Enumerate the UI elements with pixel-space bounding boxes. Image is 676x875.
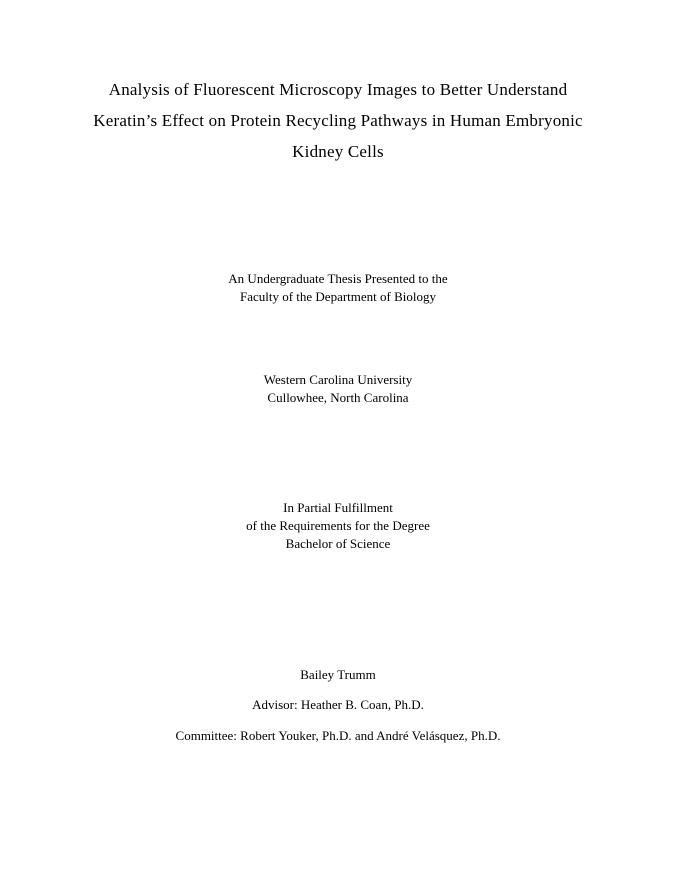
presentation-line-2: Faculty of the Department of Biology: [239, 289, 437, 304]
institution-location: Cullowhee, North Carolina: [267, 390, 409, 405]
title-line-3: Kidney Cells: [292, 142, 384, 161]
institution-name: Western Carolina University: [263, 372, 413, 387]
fulfillment-line-2: of the Requirements for the Degree: [246, 518, 430, 533]
fulfillment-line-1: In Partial Fulfillment: [283, 500, 393, 515]
author-name: Bailey Trumm: [300, 667, 376, 682]
title-line-1: Analysis of Fluorescent Microscopy Images to Better Understand: [108, 80, 568, 99]
committee-line: Committee: Robert Youker, Ph.D. and André Velásquez, Ph.D.: [175, 728, 501, 743]
title-line-2: Keratin’s Effect on Protein Recycling Pathways in Human Embryonic: [93, 111, 583, 130]
degree-name: Bachelor of Science: [285, 536, 391, 551]
advisor-line: Advisor: Heather B. Coan, Ph.D.: [252, 697, 424, 712]
presentation-line-1: An Undergraduate Thesis Presented to the: [228, 271, 448, 286]
